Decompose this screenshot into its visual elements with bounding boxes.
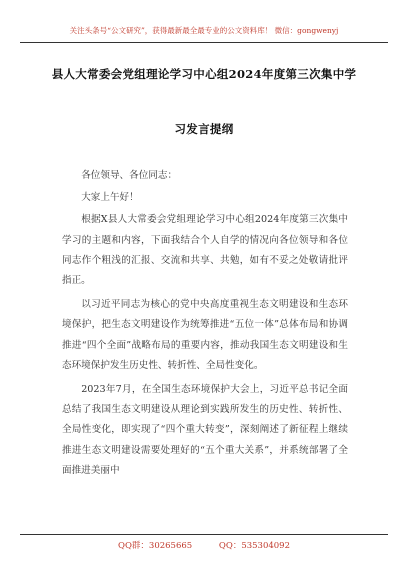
- body-paragraph: 以习近平同志为核心的党中央高度重视生态文明建设和生态环境保护，把生态文明建设作为统筹推进“五位一体”总体布局和协调推进“四个全面”战略布局的重要内容，推动我国生态文明建设和生态环境保护发生历史性、转折性、全局性变化。: [62, 299, 348, 371]
- document-body: [62, 166, 348, 485]
- document-title-line-1: 县人大常委会党组理论学习中心组2024年度第三次集中学: [51, 67, 357, 81]
- header-promo-text: 关注头条号“公文研究”，获得最新最全最专业的公文资料库！ 微信：gongwenyj: [69, 26, 339, 35]
- document-title-line-2: 习发言提纲: [174, 122, 234, 136]
- greeting-paragraph: 大家上午好！: [81, 192, 139, 204]
- footer-qq-group: QQ群：30265665: [117, 541, 193, 551]
- page-footer: [20, 534, 388, 551]
- body-paragraph: 2023年7月，在全国生态环境保护大会上，习近平总书记全面总结了我国生态文明建设从理论到实践所发生的历史性、转折性、全局性变化，即实现了“四个重大转变”，深刻阐述了新征程上继续推进生态文明建设需要处理好的“五个重大关系”，并系统部署了全面推进美丽中: [62, 384, 348, 476]
- page-header-banner: [20, 24, 388, 43]
- body-paragraph: 根据X县人大常委会党组理论学习中心组2024年度第三次集中学习的主题和内容，下面我结合个人自学的情况向各位领导和各位同志作个粗浅的汇报、交流和共享、共勉，如有不妥之处敬请批评指正。: [62, 214, 348, 287]
- salutation-paragraph: 各位领导、各位同志：: [81, 170, 178, 181]
- footer-qq-number: QQ：535304092: [218, 541, 290, 551]
